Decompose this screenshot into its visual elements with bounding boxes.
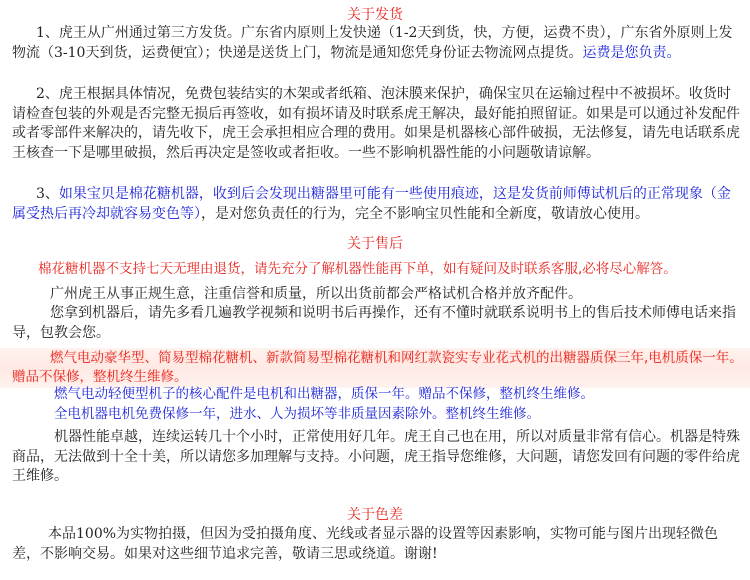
color-difference-heading: 关于色差 [347,507,403,523]
warranty-electric-motor: 全电机器电机免费保修一年，进水、人为损坏等非质量因素除外。整机终生维修。 [54,406,540,422]
warranty-highlight-text: 燃气电动豪华型、简易型棉花糖机、新款简易型棉花糖机和网红款瓷实专业花式机的出糖器质保三年,电机质保一年。赠品不保修，整机终生维修。 [12,350,743,385]
shipping-p1-text: 1、虎王从广州通过第三方发货。广东省内原则上发快递（1-2天到货，快，方便，运费不贵），广东省外原则上发物流（3-10天到货，运费便宜）；快递是送货上门，物流是通知您凭身份证去物流网点提货。 [12,25,733,61]
shipping-p3-note: 如果宝贝是棉花糖机器，收到后会发现出糖器里可能有一些使用痕迹，这是发货前师傅试机后的正常现象（金属受热后再冷却就容易变色等） [12,186,731,222]
shipping-fee-note: 运费是您负责。 [582,44,681,61]
shipping-p3-suffix: ，是对您负责任的行为，完全不影响宝贝性能和全新度，敬请放心使用。 [201,205,649,222]
color-difference-paragraph: 本品100%为实物拍摄，但因为受拍摄角度、光线或者显示器的设置等因素影响，实物可能与图片出现轻微色差，不影响交易。如果对这些细节追求完善，敬请三思或绕道。谢谢! [12,526,719,562]
after-sales-paragraph-2: 您拿到机器后，请先多看几遍教学视频和说明书后再操作，还有不懂时就联系说明书上的售后技术师傅电话来指导，包教会您。 [12,305,736,341]
warranty-light-model: 燃气电动轻便型机子的核心配件是电机和出糖器，质保一年。赠品不保修，整机终生维修。 [54,386,594,402]
shipping-heading: 关于发货 [347,7,403,23]
after-sales-paragraph-1: 广州虎王从事正规生意，注重信誉和质量，所以出货前都会严格试机合格并放齐配件。 [50,286,582,302]
after-sales-heading: 关于售后 [347,236,403,252]
shipping-paragraph-1 [12,24,740,63]
after-sales-paragraph-3: 机器性能卓越，连续运转几十个小时，正常使用好几年。虎王自己也在用，所以对质量非常有信心。机器是特殊商品，无法做到十全十美，所以请您多加理解与支持。小问题，虎王指导您维修，大问题，请您发回有问题的零件给虎王维修。 [12,429,740,484]
shipping-paragraph-2: 2、虎王根据具体情况，免费包装结实的木架或者纸箱、泡沫膜来保护，确保宝贝在运输过程中不被损坏。收货时请检查包装的外观是否完整无损后再签收，如有损坏请及时联系虎王解决，最好能拍照留证。如果是可以通过补发配件或者零部件来解决的，请先收下，虎王会承担相应合理的费用。如果是机器核心部件破损，无法修复，请先电话联系虎王核查一下是哪里破损，然后再决定是签收或者拒收。一些不影响机器性能的小问题敬请谅解。 [12,86,740,161]
shipping-paragraph-3 [12,185,740,224]
shipping-p3-prefix: 3、 [36,186,59,202]
after-sales-return-notice: 棉花糖机器不支持七天无理由退货，请先充分了解机器性能再下单，如有疑问及时联系客服,必将尽心解答。 [38,261,677,277]
